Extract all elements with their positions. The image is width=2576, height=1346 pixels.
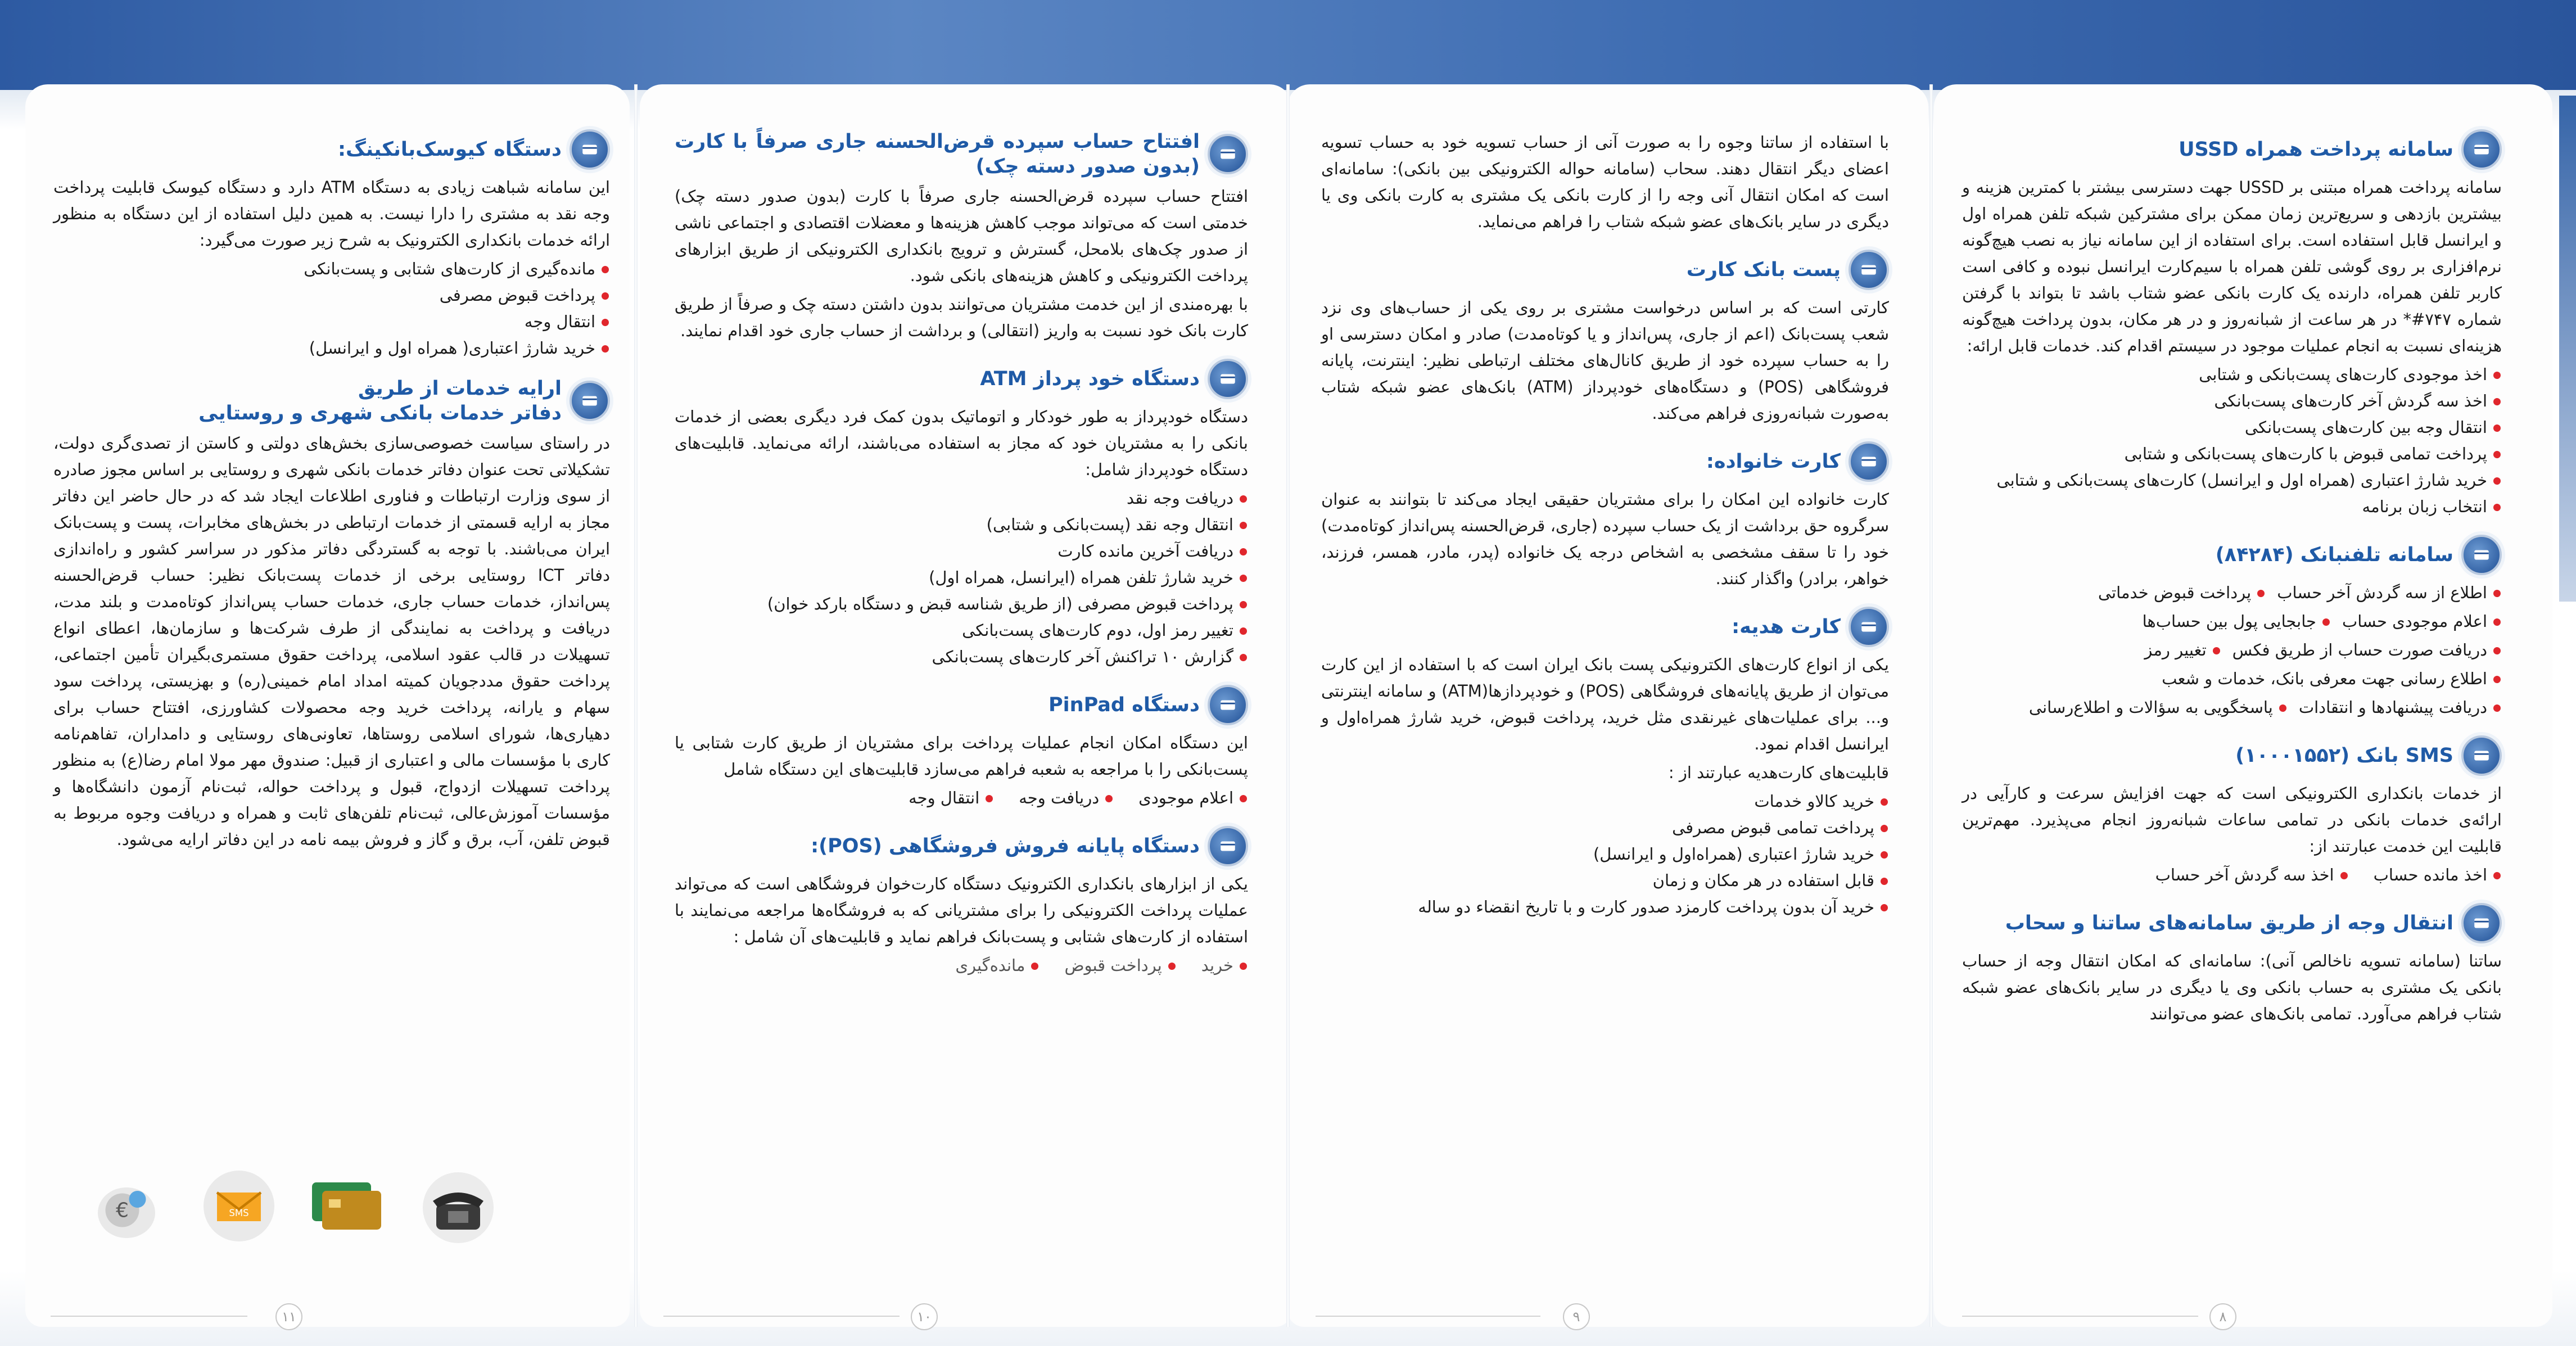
coins-illustration xyxy=(84,1164,169,1248)
section-body: دستگاه خودپرداز به طور خودکار و اتوماتیک بدون کمک فرد دیگری بعضی از خدمات بانکی را به مشتریان خود که مجاز به استفاده می‌باشند، ارائه می‌نماید. قابلیت‌های دستگاه خودپرداز شامل: xyxy=(675,407,1248,479)
pos-list xyxy=(675,952,1248,979)
top-blue-band xyxy=(0,0,2576,90)
list-item: مانده‌گیری از کارت‌های شتابی و پست‌بانکی xyxy=(53,256,610,282)
list-item: خرید شارژ اعتباری (همراه‌اول و ایرانسل) xyxy=(1321,841,1889,868)
right-blue-strip xyxy=(2559,96,2576,602)
section-body: با بهره‌مندی از این خدمت مشتریان می‌توانند بدون داشتن دسته چک و صرفاً از طریق کارت بانک خود نسبت به واریز (انتقالی) و برداشت از حساب جاری خود اقدام نمایند. xyxy=(675,295,1248,340)
fold-line xyxy=(634,84,638,1327)
telephone-illustration xyxy=(416,1164,500,1248)
list-item: پرداخت قبوض xyxy=(1064,952,1176,979)
list-item: دریافت آخرین مانده کارت xyxy=(675,538,1248,564)
section-heading xyxy=(675,826,1248,866)
list-item: اطلاع از سه گردش آخر حساب xyxy=(2277,580,2502,606)
bank-cards-illustration xyxy=(304,1164,388,1248)
list-item: اعلام موجودی xyxy=(1138,785,1248,811)
atm-card-icon xyxy=(1208,134,1248,174)
section-body: افتتاح حساب سپرده قرض‌الحسنه جاری صرفاً با کارت (بدون صدور دسته چک) خدمتی است که می‌تواند موجب کاهش هزینه‌ها و معضلات اقتصادی و اجتماعی ناشی از صدور چک‌های بلامحل، گسترش و ترویج بانکداری الکترونیکی از طریق ابزارهای پرداخت الکترونیکی و کاهش هزینه‌های بانکی شود. xyxy=(675,187,1248,285)
section-heading xyxy=(1321,250,1889,290)
list-item: انتقال وجه بین کارت‌های پست‌بانکی xyxy=(1962,414,2502,441)
atm-card-icon xyxy=(1208,685,1248,725)
section-title: کارت هدیه: xyxy=(1732,616,1841,638)
section-telephone-bank xyxy=(1962,535,2502,721)
page-number: ۱۱ xyxy=(275,1303,302,1330)
list-item: گزارش ۱۰ تراکنش آخر کارت‌های پست‌بانکی xyxy=(675,644,1248,670)
section-heading xyxy=(1962,129,2502,170)
column-page-11 xyxy=(53,129,610,868)
ussd-list xyxy=(1962,362,2502,520)
page-number: ۱۰ xyxy=(911,1303,938,1330)
list-item: خرید کالاو خدمات xyxy=(1321,788,1889,815)
pinpad-list xyxy=(675,785,1248,811)
atm-card-icon xyxy=(2461,735,2502,776)
list-item: اخذ موجودی کارت‌های پست‌بانکی و شتابی xyxy=(1962,362,2502,388)
list-item: انتقال وجه xyxy=(53,309,610,335)
section-atm xyxy=(675,359,1248,670)
section-body: کارتی است که بر اساس درخواست مشتری بر روی یکی از حساب‌های وی نزد شعب پست‌بانک (اعم از جاری، پس‌انداز و یا کوتاه‌مدت) صادر و امکان دسترسی او را به حساب سپرده خود از طریق کانال‌های مختلف ارتباطی نظیر: اینترنت، پایانه فروشگاهی (POS) و دستگاه‌های خودپرداز (ATM) بانک‌های عضو شبکه شتاب به‌صورت شبانه‌روزی فراهم می‌کند. xyxy=(1321,298,1889,423)
list-item: اعلام موجودی حساب xyxy=(2342,608,2502,635)
section-title: SMS بانک (۱۰۰۰۱۵۵۲) xyxy=(2235,744,2453,767)
list-item: پرداخت تمامی قبوض مصرفی xyxy=(1321,815,1889,841)
telephone-bank-list xyxy=(1962,580,2502,721)
section-title: پست بانک کارت xyxy=(1686,259,1841,281)
section-pinpad xyxy=(675,685,1248,811)
section-title: کارت خانواده: xyxy=(1706,450,1841,473)
list-item: دریافت صورت حساب از طریق فکس xyxy=(2232,637,2502,663)
atm-card-icon xyxy=(1849,607,1889,647)
list-item: دریافت وجه نقد xyxy=(675,485,1248,512)
section-title: دستگاه PinPad xyxy=(1049,694,1200,716)
footer-rule xyxy=(1316,1316,1540,1317)
list-item: پرداخت قبوض خدماتی xyxy=(2098,580,2266,606)
section-kiosk xyxy=(53,129,610,362)
section-heading xyxy=(1321,441,1889,482)
section-body: در راستای سیاست خصوصی‌سازی بخش‌های دولتی و کاستن از تصدی‌گری دولت، تشکیلاتی تحت عنوان دفاتر خدمات بانکی شهری و روستایی بر اساس مجوز صادره از سوی وزارت ارتباطات و فناوری اطلاعات ایجاد شد که در حال حاضر این دفاتر مجاز به ارایه قسمتی از خدمات ارتباطی در بخش‌های مخابرات، پست و پست‌بانک ایران می‌باشند. با توجه به گستردگی دفاتر مذکور در سراسر کشور و راه‌اندازی دفاتر ICT روستایی برخی از خدمات پست‌بانک نظیر: حساب قرض‌الحسنه پس‌انداز، خدمات حساب جاری، خدمات حساب پس‌انداز کوتاه‌مدت و بلند مدت، دریافت و پرداخت به نمایندگی از طرف شرکت‌ها و سازمان‌ها، اعطای انواع تسهیلات در قالب عقود اسلامی، پرداخت حقوق مستمری‌بگیران تأمین اجتماعی، پرداخت حقوق مددجویان کمیته امداد امام خمینی(ره) و بهزیستی، پرداخت سود سهام و یارانه، پرداخت خرید وجه محصولات کشاورزی، افتتاح حساب برای دهیاری‌ها، شورای اسلامی روستاها، تعاونی‌های روستایی و دامداران، تفاهم‌نامه کاری با مؤسسات مالی و اعتباری از قبیل: صندوق مهر مولا امام رضا(ع) به منظور پرداخت تسهیلات ازدواج، قبول و پرداخت حواله، ثبت‌نام آزمون دانشگاه‌ها و مؤسسات آموزش‌عالی، ثبت‌نام تلفن‌های ثابت و همراه و دریافت وجوه مربوط به قبوض تلفن، آب، برق و گاز و فروش بیمه نامه در این دفاتر ارایه می‌شود. xyxy=(53,433,611,849)
atm-card-icon xyxy=(1208,826,1248,866)
section-heading xyxy=(1962,735,2502,776)
column-page-10 xyxy=(675,129,1248,993)
gift-list xyxy=(1321,788,1889,920)
section-heading xyxy=(1321,607,1889,647)
list-item: قابل استفاده در هر مکان و زمان xyxy=(1321,868,1889,894)
section-sms-bank xyxy=(1962,735,2502,888)
section-heading xyxy=(675,359,1248,399)
list-item: پاسخگویی به سؤالات و اطلاع‌رسانی xyxy=(2029,694,2288,721)
section-gift-card xyxy=(1321,607,1889,920)
atm-list xyxy=(675,485,1248,670)
list-item: پرداخت تمامی قبوض با کارت‌های پست‌بانکی و شتابی xyxy=(1962,441,2502,467)
fold-line xyxy=(1929,84,1933,1327)
section-title: افتتاح حساب سپرده قرض‌الحسنه جاری صرفاً با کارت (بدون صدور دسته چک) xyxy=(675,130,1200,178)
section-title: ارایه خدمات از طریق دفاتر خدمات بانکی شهری و روستایی xyxy=(198,377,562,424)
footer-rule xyxy=(1962,1316,2198,1317)
atm-card-icon xyxy=(1208,359,1248,399)
fold-line xyxy=(1286,84,1290,1327)
list-item: مانده‌گیری xyxy=(955,952,1040,979)
list-item: انتخاب زبان برنامه xyxy=(1962,494,2502,520)
list-item: خرید شارژ تلفن همراه (ایرانسل، همراه اول) xyxy=(675,564,1248,591)
atm-card-icon xyxy=(1849,250,1889,290)
section-body: یکی از انواع کارت‌های الکترونیکی پست بانک ایران است که با استفاده از این کارت می‌توان از طریق پایانه‌های فروشگاهی (POS) و خودپردازها(ATM) و سامانه اینترنتی و... برای عملیات‌های غیرنقدی مثل خرید، پرداخت قبوض، خرید شارژ همراه‌اول و ایرانسل اقدام نمود. xyxy=(1321,655,1889,753)
svg-text:€: € xyxy=(116,1199,129,1222)
section-title: دستگاه پایانه فروش فروشگاهی (POS): xyxy=(811,835,1200,857)
section-body: سامانه پرداخت همراه مبتنی بر USSD جهت دسترسی بیشتر با کمترین هزینه و بیشترین بازدهی و سریع‌ترین زمان ممکن برای مشترکین شبکه تلفن همراه اول و ایرانسل قابل استفاده است. برای استفاده از این سامانه نیاز به نصب هیچ‌گونه نرم‌افزاری بر روی گوشی تلفن همراه با سیم‌کارت ایرانسل نبوده و کافی است کاربر تلفن همراه، دارنده یک کارت بانکی عضو شتاب باشد تا بتواند با گرفتن شماره ۷۴۷#* در هر ساعت از شبانه‌روز و در هر مکان، بدون پرداخت هیچ‌گونه هزینه‌ای نسبت به انجام عملیات موجود در سیستم اقدام کند. خدمات قابل ارائه: xyxy=(1962,178,2502,355)
list-item: دریافت پیشنهادها و انتقادات xyxy=(2299,694,2502,721)
section-family-card xyxy=(1321,441,1889,592)
section-ussd xyxy=(1962,129,2502,520)
section-heading xyxy=(675,685,1248,725)
list-item: تغییر رمز xyxy=(2144,637,2221,663)
list-item: انتقال وجه xyxy=(909,785,994,811)
atm-card-icon xyxy=(2461,535,2502,575)
svg-text:SMS: SMS xyxy=(229,1208,249,1218)
atm-card-icon xyxy=(570,381,610,421)
atm-card-icon xyxy=(1849,441,1889,482)
list-item: پرداخت قبوض مصرفی (از طریق شناسه قبض و دستگاه بارکد خوان) xyxy=(675,591,1248,617)
list-item: اطلاع رسانی جهت معرفی بانک، خدمات و شعب xyxy=(2162,666,2502,692)
section-title: سامانه پرداخت همراه USSD xyxy=(2179,138,2453,161)
footer-rule xyxy=(51,1316,247,1317)
kiosk-list xyxy=(53,256,610,362)
section-body: از خدمات بانکداری الکترونیکی است که جهت افزایش سرعت و کارآیی در ارائه‌ی خدمات بانکی در تمامی ساعات شبانه‌روز انجام می‌پذیرد. مهم‌ترین قابلیت این خدمت عبارتند از: xyxy=(1962,784,2502,856)
column-page-9 xyxy=(1321,129,1889,935)
footer-rule xyxy=(663,1316,900,1317)
section-postbank-card xyxy=(1321,250,1889,427)
atm-card-icon xyxy=(570,129,610,170)
section-heading xyxy=(53,376,610,426)
list-item: دریافت وجه xyxy=(1019,785,1114,811)
atm-card-icon xyxy=(2461,129,2502,170)
section-card-only-account xyxy=(675,129,1248,344)
column-page-8 xyxy=(1962,129,2502,1042)
section-body: این دستگاه امکان انجام عملیات پرداخت برای مشتریان از طریق کارت شتابی یا پست‌بانکی را با مراجعه به شعبه فراهم می‌سازد قابلیت‌های این دستگاه شامل xyxy=(675,733,1248,779)
list-item: جابجایی پول بین حساب‌ها xyxy=(2143,608,2331,635)
section-title: سامانه تلفنبانک (۸۴۲۸۴) xyxy=(2215,544,2453,566)
section-pos xyxy=(675,826,1248,979)
section-heading xyxy=(675,129,1248,179)
section-satna-sahab xyxy=(1962,903,2502,1027)
list-lead: قابلیت‌های کارت‌هدیه عبارتند از : xyxy=(1668,763,1889,782)
page-number: ۹ xyxy=(1563,1303,1590,1330)
section-heading xyxy=(1962,903,2502,943)
list-item: خرید آن بدون پرداخت کارمزد صدور کارت و با تاریخ انقضاء دو ساله xyxy=(1321,894,1889,920)
section-title: دستگاه خود پرداز ATM xyxy=(980,368,1200,390)
list-item: اخذ مانده حساب xyxy=(2374,862,2502,888)
sms-envelope-illustration xyxy=(197,1164,281,1248)
section-body: کارت خانواده این امکان را برای مشتریان حقیقی ایجاد می‌کند تا بتوانند به عنوان سرگروه حق برداشت از یک حساب سپرده (جاری، قرض‌الحسنه پس‌انداز کوتاه‌مدت) خود را تا سقف مشخصی به اشخاص درجه یک خانواده (پدر، مادر، همسر، فرزند، خواهر، برادر) واگذار کنند. xyxy=(1321,490,1889,588)
list-item: انتقال وجه نقد (پست‌بانکی و شتابی) xyxy=(675,512,1248,538)
list-item: پرداخت قبوض مصرفی xyxy=(53,282,610,309)
list-item: خرید شارژ اعتباری (همراه اول و ایرانسل) کارت‌های پست‌بانکی و شتابی xyxy=(1962,467,2502,494)
section-title: دستگاه کیوسک‌بانکینگ: xyxy=(337,138,562,161)
list-item: خرید xyxy=(1201,952,1248,979)
section-body: یکی از ابزارهای بانکداری الکترونیک دستگاه کارت‌خوان فروشگاهی است که می‌تواند عملیات پرداخت الکترونیکی را برای مشتریانی که به فروشگاه‌ها مراجعه می‌نمایند با استفاده از کارت‌های شتابی و پست‌بانک فراهم نماید و قابلیت‌های آن شامل : xyxy=(675,874,1248,946)
list-item: اخذ سه گردش آخر حساب xyxy=(2155,862,2349,888)
section-body: این سامانه شباهت زیادی به دستگاه ATM دارد و دستگاه کیوسک قابلیت پرداخت وجه نقد به مشتری را دارا نیست. به همین دلیل استفاده از این دستگاه به منظور ارائه خدمات بانکداری الکترونیک به شرح زیر صورت می‌گیرد: xyxy=(53,178,610,250)
section-heading xyxy=(53,129,610,170)
list-item: خرید شارژ اعتباری( همراه اول و ایرانسل) xyxy=(53,335,610,362)
section-banking-offices xyxy=(53,376,610,853)
page-number: ۸ xyxy=(2209,1303,2236,1330)
list-item: اخذ سه گردش آخر کارت‌های پست‌بانکی xyxy=(1962,388,2502,414)
list-item: تغییر رمز اول، دوم کارت‌های پست‌بانکی xyxy=(675,617,1248,644)
section-body: ساتنا (سامانه تسویه ناخالص آنی): سامانه‌ای که امکان انتقال وجه از حساب بانکی یک مشتری به حساب بانکی وی یا دیگری در سایر بانک‌های عضو شبکه شتاب فراهم می‌آورد. تمامی بانک‌های عضو می‌توانند xyxy=(1962,951,2502,1023)
section-title: انتقال وجه از طریق سامانه‌های ساتنا و سحاب xyxy=(2005,912,2453,934)
atm-card-icon xyxy=(2461,903,2502,943)
section-heading xyxy=(1962,535,2502,575)
section-satna-continued xyxy=(1321,129,1889,235)
section-body: با استفاده از ساتنا وجوه را به صورت آنی از حساب تسویه خود به حساب تسویه اعضای دیگر انتقال دهند. سحاب (سامانه حواله الکترونیکی بین بانکی): سامانه‌ای است که امکان انتقال آنی وجه را از کارت بانکی یک مشتری به کارت بانکی وی یا دیگری در سایر بانک‌های عضو شبکه شتاب را فراهم می‌نماید. xyxy=(1321,133,1889,231)
sms-list xyxy=(1962,862,2502,888)
